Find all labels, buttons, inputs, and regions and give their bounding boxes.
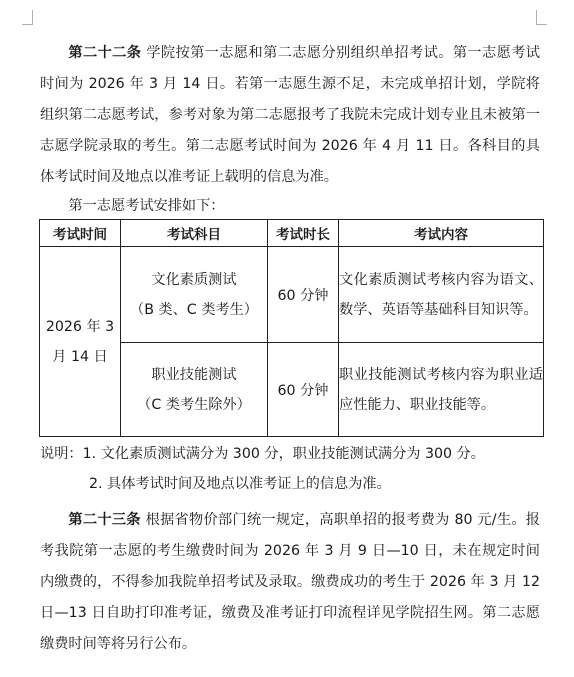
duration-cell: 60 分钟 [268, 247, 339, 343]
note-1: 说明：1. 文化素质测试满分为 300 分，职业技能测试满分为 300 分。 [40, 446, 485, 462]
header-exam-subject: 考试科目 [121, 220, 268, 247]
subject-cell [121, 247, 268, 343]
subject-cell [121, 343, 268, 437]
article-22-label: 第二十二条 [68, 45, 142, 61]
content-cell: 文化素质测试考核内容为语文、数学、英语等基础科目知识等。 [339, 247, 544, 343]
crop-mark-top-left [22, 10, 33, 25]
crop-mark-top-right [536, 10, 547, 25]
header-exam-time: 考试时间 [40, 220, 121, 247]
header-exam-content: 考试内容 [339, 220, 544, 247]
subject-eligibility: （B 类、C 类考生） [130, 301, 258, 318]
content-cell: 职业技能测试考核内容为职业适应性能力、职业技能等。 [339, 343, 544, 437]
subject-name: 职业技能测试 [151, 366, 237, 383]
article-23-label: 第二十三条 [68, 512, 141, 528]
document-page [40, 38, 543, 660]
table-row [40, 247, 544, 343]
article-23-text: 根据省物价部门统一规定，高职单招的报考费为 80 元/生。报考我院第一志愿的考生缴费时间为 2026 年 3 月 9 日—10 日，未在规定时间内缴费的，不得参加我院单招考试及录取。缴费成功的考生于 2026 年 3 月 12 日—13 日自助打印准考证，缴费及准考证打印流程详见学院招生网。第二志愿缴费时间等将另行公布。 [40, 512, 540, 652]
exam-schedule-table [39, 219, 544, 437]
article-22-paragraph [40, 38, 540, 193]
exam-date-cell: 2026 年 3 月 14 日 [40, 247, 121, 437]
header-exam-duration: 考试时长 [268, 220, 339, 247]
duration-cell: 60 分钟 [268, 343, 339, 437]
subject-name: 文化素质测试 [151, 271, 237, 288]
table-caption: 第一志愿考试安排如下： [68, 198, 225, 214]
article-22-text: 学院按第一志愿和第二志愿分别组织单招考试。第一志愿考试时间为 2026 年 3 月 14 日。若第一志愿生源不足，未完成单招计划，学院将组织第二志愿考试，参考对象为第二志愿报考了我院未完成计划专业且未被第一志愿学院录取的考生。第二志愿考试时间为 2026 年 4 月 11 日。各科目的具体考试时间及地点以准考证上载明的信息为准。 [40, 45, 540, 185]
subject-eligibility: （C 类考生除外） [137, 396, 251, 413]
article-23-paragraph [40, 505, 540, 660]
note-2: 2. 具体考试时间及地点以准考证上的信息为准。 [89, 476, 391, 492]
table-header-row [40, 220, 544, 247]
